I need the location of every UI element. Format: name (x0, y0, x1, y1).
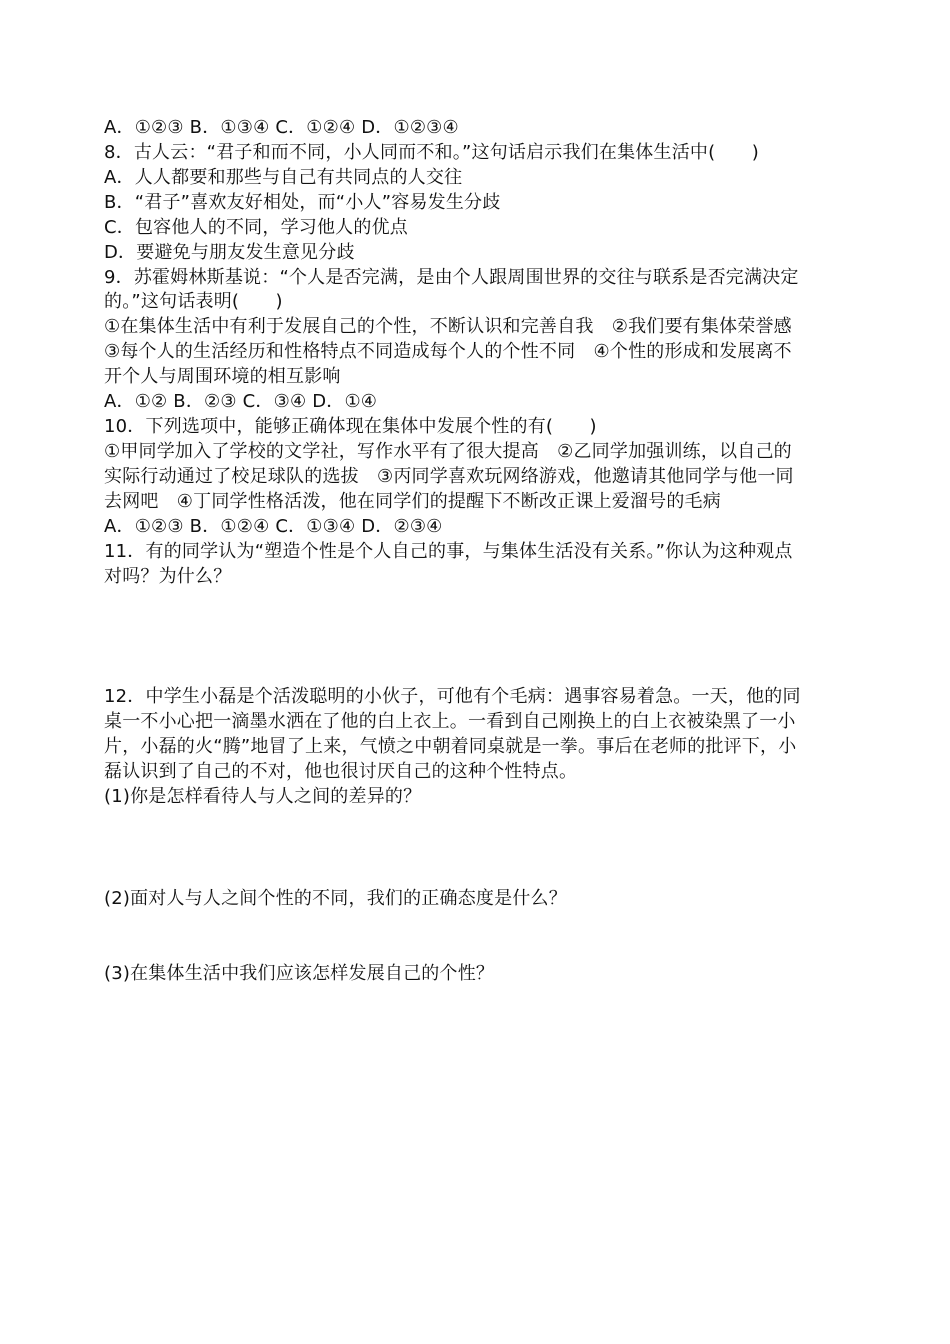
q8-option-d: D．要避免与朋友发生意见分歧 (104, 242, 355, 263)
q12-stem: 磊认识到了自己的不对，他也很讨厌自己的这种个性特点。 (104, 761, 578, 782)
q8-option-c: C．包容他人的不同，学习他人的优点 (104, 217, 408, 238)
q12-sub-question-3: (3)在集体生活中我们应该怎样发展自己的个性？ (104, 963, 495, 984)
q8-stem: 8．古人云：“君子和而不同，小人同而不和。”这句话启示我们在集体生活中( ) (104, 142, 759, 163)
q9-stem: 9．苏霍姆林斯基说：“个人是否完满，是由个人跟周围世界的交往与联系是否完满决定 (104, 267, 799, 288)
q9-options: A．①② B．②③ C．③④ D．①④ (104, 391, 378, 412)
q12-sub-question-2: (2)面对人与人之间个性的不同，我们的正确态度是什么？ (104, 888, 567, 909)
q8-option-b: B．“君子”喜欢友好相处，而“小人”容易发生分歧 (104, 192, 501, 213)
q9-statements: ①在集体生活中有利于发展自己的个性，不断认识和完善自我 ②我们要有集体荣誉感 (104, 316, 792, 337)
q10-statements: ①甲同学加入了学校的文学社，写作水平有了很大提高 ②乙同学加强训练，以自己的 (104, 441, 792, 462)
q10-statements: 实际行动通过了校足球队的选拔 ③丙同学喜欢玩网络游戏，他邀请其他同学与他一同 (104, 466, 794, 487)
q9-stem: 的。”这句话表明( ) (104, 291, 283, 312)
q12-sub-question-1: (1)你是怎样看待人与人之间的差异的？ (104, 786, 422, 807)
q9-statements: ③每个人的生活经历和性格特点不同造成每个人的个性不同 ④个性的形成和发展离不 (104, 341, 792, 362)
q10-options: A．①②③ B．①②④ C．①③④ D．②③④ (104, 516, 443, 537)
q9-statements: 开个人与周围环境的相互影响 (104, 366, 341, 387)
q12-stem: 片，小磊的火“腾”地冒了上来，气愤之中朝着同桌就是一拳。事后在老师的批评下，小 (104, 736, 797, 757)
q10-stem: 10．下列选项中，能够正确体现在集体中发展个性的有( ) (104, 416, 597, 437)
q11-stem: 对吗？为什么？ (104, 566, 232, 587)
q7-options: A．①②③ B．①③④ C．①②④ D．①②③④ (104, 117, 459, 138)
q10-statements: 去网吧 ④丁同学性格活泼，他在同学们的提醒下不断改正课上爱溜号的毛病 (104, 491, 721, 512)
q8-option-a: A．人人都要和那些与自己有共同点的人交往 (104, 167, 463, 188)
q11-stem: 11．有的同学认为“塑造个性是个人自己的事，与集体生活没有关系。”你认为这种观点 (104, 541, 793, 562)
q12-stem: 12．中学生小磊是个活泼聪明的小伙子，可他有个毛病：遇事容易着急。一天，他的同 (104, 686, 801, 707)
q12-stem: 桌一不小心把一滴墨水洒在了他的白上衣上。一看到自己刚换上的白上衣被染黑了一小 (104, 711, 796, 732)
